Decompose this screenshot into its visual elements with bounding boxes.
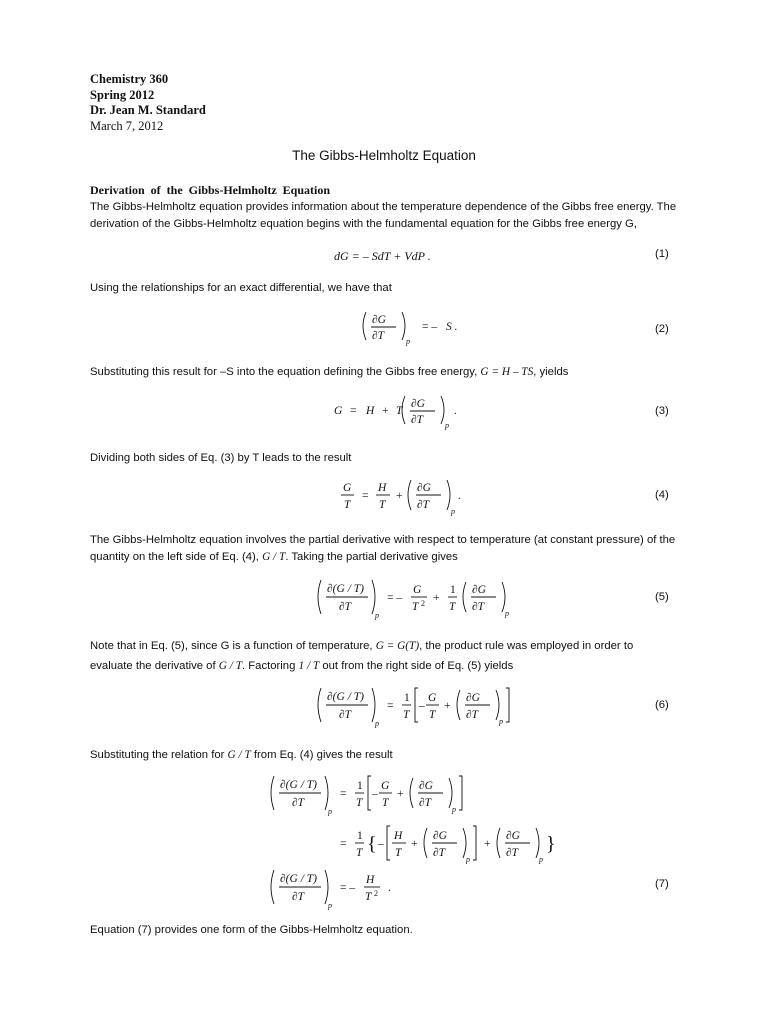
course-line: Chemistry 360: [90, 72, 169, 86]
equation-3: [330, 390, 490, 432]
svg-text:∂(G / T): ∂(G / T): [280, 779, 317, 791]
svg-text:∂T: ∂T: [417, 499, 430, 511]
svg-text:T: T: [365, 891, 372, 903]
equation-number-4: (4): [655, 489, 669, 501]
svg-text:∂G: ∂G: [433, 830, 447, 842]
svg-text:p: p: [452, 805, 456, 814]
equation-5: [315, 576, 515, 622]
inline-g-def: G = H – TS: [480, 366, 534, 378]
svg-text:= –: = –: [387, 592, 403, 604]
paragraph-intro: The Gibbs-Helmholtz equation provides information about the temperature dependence of the Gibbs free energy. The derivation of the Gibbs-Helmholtz equation begins with the fundamental equation for the Gibbs free energy G,: [90, 201, 677, 230]
date-line: March 7, 2012: [90, 118, 164, 133]
svg-text:∂T: ∂T: [372, 330, 385, 342]
svg-text:T: T: [396, 405, 403, 417]
svg-text:T: T: [395, 847, 402, 859]
svg-text:+: +: [396, 490, 403, 502]
svg-text:∂T: ∂T: [339, 601, 352, 613]
paragraph-note-line-2: [90, 658, 513, 675]
svg-text:∂G: ∂G: [419, 780, 433, 792]
svg-text:T: T: [429, 709, 436, 721]
p5-text-b: . Taking the partial derivative gives: [285, 551, 458, 563]
svg-text:T: T: [403, 709, 410, 721]
svg-text:G: G: [381, 780, 390, 792]
paragraph-partial-derivative: [90, 532, 680, 566]
svg-text:–: –: [378, 838, 384, 850]
svg-text:∂T: ∂T: [433, 847, 446, 859]
equation-number-5: (5): [655, 591, 669, 603]
equation-4: [338, 474, 478, 518]
p5-text-a: The Gibbs-Helmholtz equation involves the partial derivative with respect to temperature (at constant pressure) of the quantity on the left side of Eq. (4),: [90, 534, 676, 563]
inline-g-over-t-3: G / T: [227, 749, 251, 761]
svg-text:∂T: ∂T: [411, 414, 424, 426]
svg-text:+: +: [444, 700, 451, 712]
page-title: The Gibbs-Helmholtz Equation: [292, 148, 476, 163]
equation-number-2: (2): [655, 323, 669, 335]
header-block: [90, 72, 206, 134]
svg-text:1: 1: [357, 830, 363, 842]
svg-text:p: p: [505, 609, 509, 618]
svg-text:T: T: [379, 499, 386, 511]
svg-text:∂T: ∂T: [506, 847, 519, 859]
svg-text:p: p: [328, 807, 332, 816]
p6-text-d: . Factoring: [241, 660, 296, 672]
svg-text:T: T: [344, 499, 351, 511]
svg-text:–: –: [372, 788, 378, 800]
svg-text:p: p: [375, 611, 379, 620]
svg-text:2: 2: [374, 889, 378, 898]
p7-text-b: from Eq. (4) gives the result: [253, 749, 393, 761]
svg-text:∂G: ∂G: [472, 584, 486, 596]
svg-text:T: T: [356, 797, 363, 809]
equation-number-6: (6): [655, 699, 669, 711]
svg-text:∂T: ∂T: [292, 891, 305, 903]
svg-text:T: T: [412, 601, 419, 613]
equation-number-3: (3): [655, 405, 669, 417]
svg-text:p: p: [445, 421, 449, 430]
svg-text:H: H: [366, 405, 375, 417]
p3-text-a: Substituting this result for –S into the equation defining the Gibbs free energy,: [90, 366, 478, 378]
svg-text:p: p: [406, 337, 410, 346]
svg-text:= –: = –: [422, 321, 438, 333]
svg-text:{: {: [367, 833, 377, 855]
svg-text:+: +: [411, 838, 418, 850]
p6-text-b: , the product rule was employed in order to: [419, 640, 634, 652]
svg-text:+: +: [484, 838, 491, 850]
svg-text:∂T: ∂T: [466, 709, 479, 721]
svg-text:1: 1: [450, 584, 456, 596]
svg-text:G: G: [343, 482, 352, 494]
term-line: Spring 2012: [90, 87, 155, 102]
svg-text:p: p: [375, 719, 379, 728]
paragraph-conclusion: Equation (7) provides one form of the Gibbs-Helmholtz equation.: [90, 924, 413, 936]
svg-text:G: G: [334, 405, 343, 417]
svg-text:∂T: ∂T: [339, 709, 352, 721]
paragraph-substituting: [90, 364, 568, 381]
inline-g-over-t-2: G / T: [218, 660, 242, 672]
svg-text:∂(G / T): ∂(G / T): [280, 873, 317, 885]
svg-text:∂(G / T): ∂(G / T): [327, 583, 364, 595]
svg-text:∂(G / T): ∂(G / T): [327, 691, 364, 703]
equation-6: [315, 684, 515, 730]
paragraph-dividing: Dividing both sides of Eq. (3) by T leads to the result: [90, 452, 352, 464]
p6-text-c: evaluate the derivative of: [90, 660, 216, 672]
p6-text-e: out from the right side of Eq. (5) yields: [322, 660, 514, 672]
svg-text:=: =: [387, 700, 394, 712]
svg-text:∂G: ∂G: [372, 314, 386, 326]
section-heading: Derivation of the Gibbs-Helmholtz Equation: [90, 183, 331, 197]
svg-text:G: G: [413, 584, 422, 596]
p7-text-a: Substituting the relation for: [90, 749, 225, 761]
svg-text:T: T: [382, 797, 389, 809]
svg-text:+: +: [397, 788, 404, 800]
inline-one-over-t: 1 / T: [298, 660, 320, 672]
svg-text:}: }: [546, 833, 556, 855]
paragraph-substituting-relation: [90, 747, 393, 764]
svg-text:1: 1: [404, 692, 410, 704]
svg-text:p: p: [451, 507, 455, 516]
svg-text:S .: S .: [446, 321, 458, 333]
equation-1: dG = – SdT + VdP .: [334, 249, 431, 263]
svg-text:p: p: [328, 901, 332, 910]
paragraph-note-line-1: [90, 638, 633, 655]
svg-text:.: .: [458, 490, 461, 502]
inline-g-of-t: G = G(T): [375, 640, 420, 652]
p6-text-a: Note that in Eq. (5), since G is a function of temperature,: [90, 640, 373, 652]
svg-text:–: –: [419, 700, 425, 712]
svg-text:1: 1: [357, 780, 363, 792]
instructor-line: Dr. Jean M. Standard: [90, 103, 206, 117]
equation-number-1: (1): [655, 248, 669, 260]
svg-text:∂T: ∂T: [419, 797, 432, 809]
svg-text:p: p: [539, 855, 543, 864]
inline-g-over-t-1: G / T: [262, 551, 286, 563]
svg-text:G: G: [428, 692, 437, 704]
svg-text:.: .: [454, 405, 457, 417]
equation-7: [268, 772, 558, 912]
svg-text:∂G: ∂G: [411, 398, 425, 410]
svg-text:∂G: ∂G: [506, 830, 520, 842]
svg-text:∂T: ∂T: [292, 797, 305, 809]
svg-text:T: T: [449, 601, 456, 613]
svg-text:∂G: ∂G: [417, 482, 431, 494]
svg-text:p: p: [466, 855, 470, 864]
svg-text:=: =: [340, 838, 347, 850]
equation-number-7: (7): [655, 878, 669, 890]
svg-text:=: =: [340, 788, 347, 800]
svg-text:+: +: [382, 405, 389, 417]
svg-text:T: T: [356, 847, 363, 859]
svg-text:∂G: ∂G: [466, 692, 480, 704]
svg-text:2: 2: [421, 599, 425, 608]
svg-text:∂T: ∂T: [472, 601, 485, 613]
svg-text:p: p: [499, 717, 503, 726]
svg-text:=: =: [350, 405, 357, 417]
paragraph-exact-differential: Using the relationships for an exact differential, we have that: [90, 282, 392, 294]
svg-text:=: =: [362, 490, 369, 502]
equation-2: [360, 308, 480, 348]
svg-text:H: H: [366, 874, 375, 886]
svg-text:H: H: [378, 482, 387, 494]
svg-text:+: +: [433, 592, 440, 604]
svg-text:H: H: [394, 830, 403, 842]
p3-text-b: , yields: [533, 366, 569, 378]
svg-text:= –: = –: [340, 882, 356, 894]
svg-text:.: .: [388, 882, 391, 894]
